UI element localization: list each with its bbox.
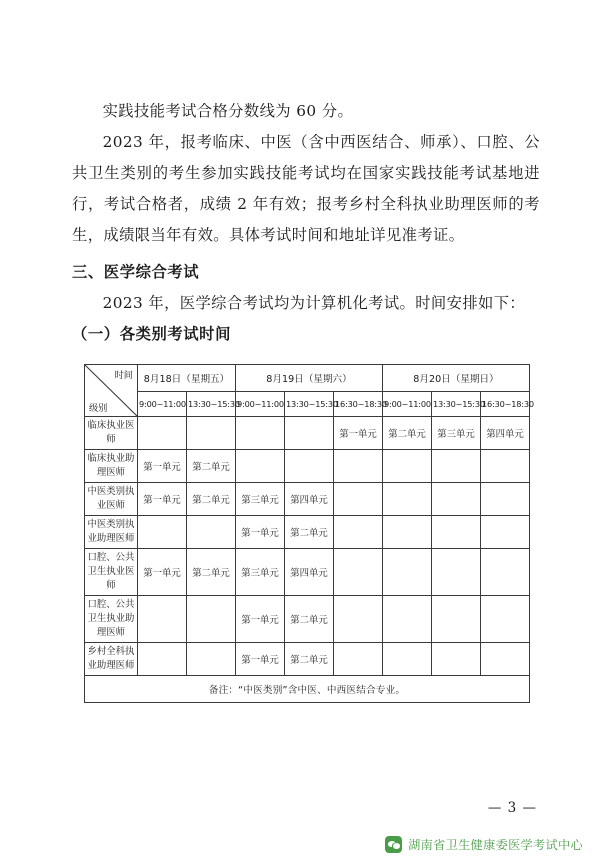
footer-brand-label: 湖南省卫生健康委医学考试中心 bbox=[408, 838, 583, 852]
table-unit-cell bbox=[138, 417, 187, 450]
table-unit-cell bbox=[481, 483, 530, 516]
table-unit-cell bbox=[432, 549, 481, 596]
table-unit-cell: 第一单元 bbox=[236, 643, 285, 676]
table-category-cell: 临床执业医师 bbox=[85, 417, 138, 450]
wechat-icon bbox=[385, 836, 402, 853]
table-unit-cell bbox=[187, 516, 236, 549]
document-body bbox=[72, 96, 540, 350]
table-row bbox=[85, 483, 530, 516]
table-unit-cell bbox=[236, 417, 285, 450]
table-slot-header: 13:30~15:30 bbox=[285, 392, 334, 417]
table-unit-cell: 第二单元 bbox=[285, 516, 334, 549]
table-unit-cell: 第四单元 bbox=[285, 549, 334, 596]
table-unit-cell bbox=[481, 516, 530, 549]
table-note-row bbox=[85, 676, 530, 703]
table-unit-cell bbox=[334, 483, 383, 516]
table-unit-cell bbox=[285, 450, 334, 483]
table-unit-cell bbox=[138, 516, 187, 549]
table-unit-cell bbox=[334, 596, 383, 643]
table-unit-cell: 第二单元 bbox=[187, 549, 236, 596]
subsection-heading: （一）各类别考试时间 bbox=[72, 325, 231, 343]
footer-brand bbox=[385, 836, 583, 853]
table-header-days bbox=[85, 365, 530, 392]
table-unit-cell: 第二单元 bbox=[187, 483, 236, 516]
table-unit-cell bbox=[432, 450, 481, 483]
page-number: — 3 — bbox=[487, 800, 537, 816]
paragraph-score-line: 实践技能考试合格分数线为 60 分。 bbox=[102, 102, 354, 120]
table-category-cell: 口腔、公共卫生执业助理医师 bbox=[85, 596, 138, 643]
table-unit-cell bbox=[383, 483, 432, 516]
corner-time-label: 时间 bbox=[114, 370, 133, 381]
table-unit-cell bbox=[334, 549, 383, 596]
table-unit-cell: 第三单元 bbox=[236, 483, 285, 516]
table-unit-cell: 第一单元 bbox=[138, 450, 187, 483]
table-row bbox=[85, 516, 530, 549]
table-unit-cell bbox=[481, 643, 530, 676]
table-category-cell: 中医类别执业助理医师 bbox=[85, 516, 138, 549]
table-unit-cell bbox=[383, 516, 432, 549]
table-header-slots bbox=[85, 392, 530, 417]
table-unit-cell bbox=[334, 643, 383, 676]
table-corner-cell bbox=[85, 365, 138, 417]
table-category-cell: 口腔、公共卫生执业医师 bbox=[85, 549, 138, 596]
table-note: 备注：“中医类别”含中医、中西医结合专业。 bbox=[85, 676, 530, 703]
table-unit-cell bbox=[383, 549, 432, 596]
table-unit-cell bbox=[138, 596, 187, 643]
table-unit-cell bbox=[334, 450, 383, 483]
table-unit-cell: 第一单元 bbox=[236, 596, 285, 643]
table-unit-cell: 第四单元 bbox=[481, 417, 530, 450]
section-heading: 三、医学综合考试 bbox=[72, 263, 200, 281]
table-row bbox=[85, 417, 530, 450]
table-unit-cell bbox=[481, 596, 530, 643]
table-row bbox=[85, 643, 530, 676]
table-unit-cell bbox=[432, 643, 481, 676]
table-unit-cell bbox=[187, 596, 236, 643]
table-unit-cell bbox=[138, 643, 187, 676]
table-slot-header: 9:00~11:00 bbox=[236, 392, 285, 417]
table-unit-cell bbox=[432, 483, 481, 516]
table-day-header: 8月18日（星期五） bbox=[138, 365, 236, 392]
table-unit-cell bbox=[383, 643, 432, 676]
table-unit-cell bbox=[432, 516, 481, 549]
table-unit-cell: 第三单元 bbox=[236, 549, 285, 596]
table-day-header: 8月19日（星期六） bbox=[236, 365, 383, 392]
table-category-cell: 中医类别执业医师 bbox=[85, 483, 138, 516]
paragraph-comprehensive-exam: 2023 年，医学综合考试均为计算机化考试。时间安排如下： bbox=[102, 294, 526, 312]
table-unit-cell: 第二单元 bbox=[383, 417, 432, 450]
table-unit-cell: 第一单元 bbox=[334, 417, 383, 450]
table-unit-cell bbox=[236, 450, 285, 483]
table-slot-header: 13:30~15:30 bbox=[432, 392, 481, 417]
exam-schedule-table-wrap bbox=[84, 364, 534, 703]
table-unit-cell: 第一单元 bbox=[236, 516, 285, 549]
table-unit-cell bbox=[285, 417, 334, 450]
table-unit-cell bbox=[187, 643, 236, 676]
paragraph-skills-exam: 2023 年，报考临床、中医（含中西医结合、师承）、口腔、公共卫生类别的考生参加实践技能考试均在国家实践技能考试基地进行，考试合格者，成绩 2 年有效；报考乡村全科执业助理医师的考生，成绩限当年有效。具体考试时间和地址详见准考证。 bbox=[72, 133, 540, 244]
table-category-cell: 乡村全科执业助理医师 bbox=[85, 643, 138, 676]
table-unit-cell bbox=[432, 596, 481, 643]
table-unit-cell bbox=[383, 596, 432, 643]
table-category-cell: 临床执业助理医师 bbox=[85, 450, 138, 483]
table-unit-cell: 第三单元 bbox=[432, 417, 481, 450]
table-slot-header: 16:30~18:30 bbox=[334, 392, 383, 417]
table-row bbox=[85, 450, 530, 483]
exam-schedule-table bbox=[84, 364, 534, 703]
table-unit-cell: 第四单元 bbox=[285, 483, 334, 516]
corner-level-label: 级别 bbox=[89, 403, 108, 414]
table-row bbox=[85, 596, 530, 643]
table-unit-cell: 第二单元 bbox=[285, 643, 334, 676]
table-slot-header: 13:30~15:30 bbox=[187, 392, 236, 417]
table-row bbox=[85, 549, 530, 596]
table-unit-cell bbox=[481, 450, 530, 483]
table-slot-header: 9:00~11:00 bbox=[138, 392, 187, 417]
table-slot-header: 16:30~18:30 bbox=[481, 392, 530, 417]
table-unit-cell: 第一单元 bbox=[138, 549, 187, 596]
table-slot-header: 9:00~11:00 bbox=[383, 392, 432, 417]
table-unit-cell bbox=[383, 450, 432, 483]
table-unit-cell bbox=[334, 516, 383, 549]
table-day-header: 8月20日（星期日） bbox=[383, 365, 530, 392]
table-unit-cell: 第一单元 bbox=[138, 483, 187, 516]
table-unit-cell: 第二单元 bbox=[187, 450, 236, 483]
table-unit-cell bbox=[481, 549, 530, 596]
table-unit-cell bbox=[187, 417, 236, 450]
table-unit-cell: 第二单元 bbox=[285, 596, 334, 643]
